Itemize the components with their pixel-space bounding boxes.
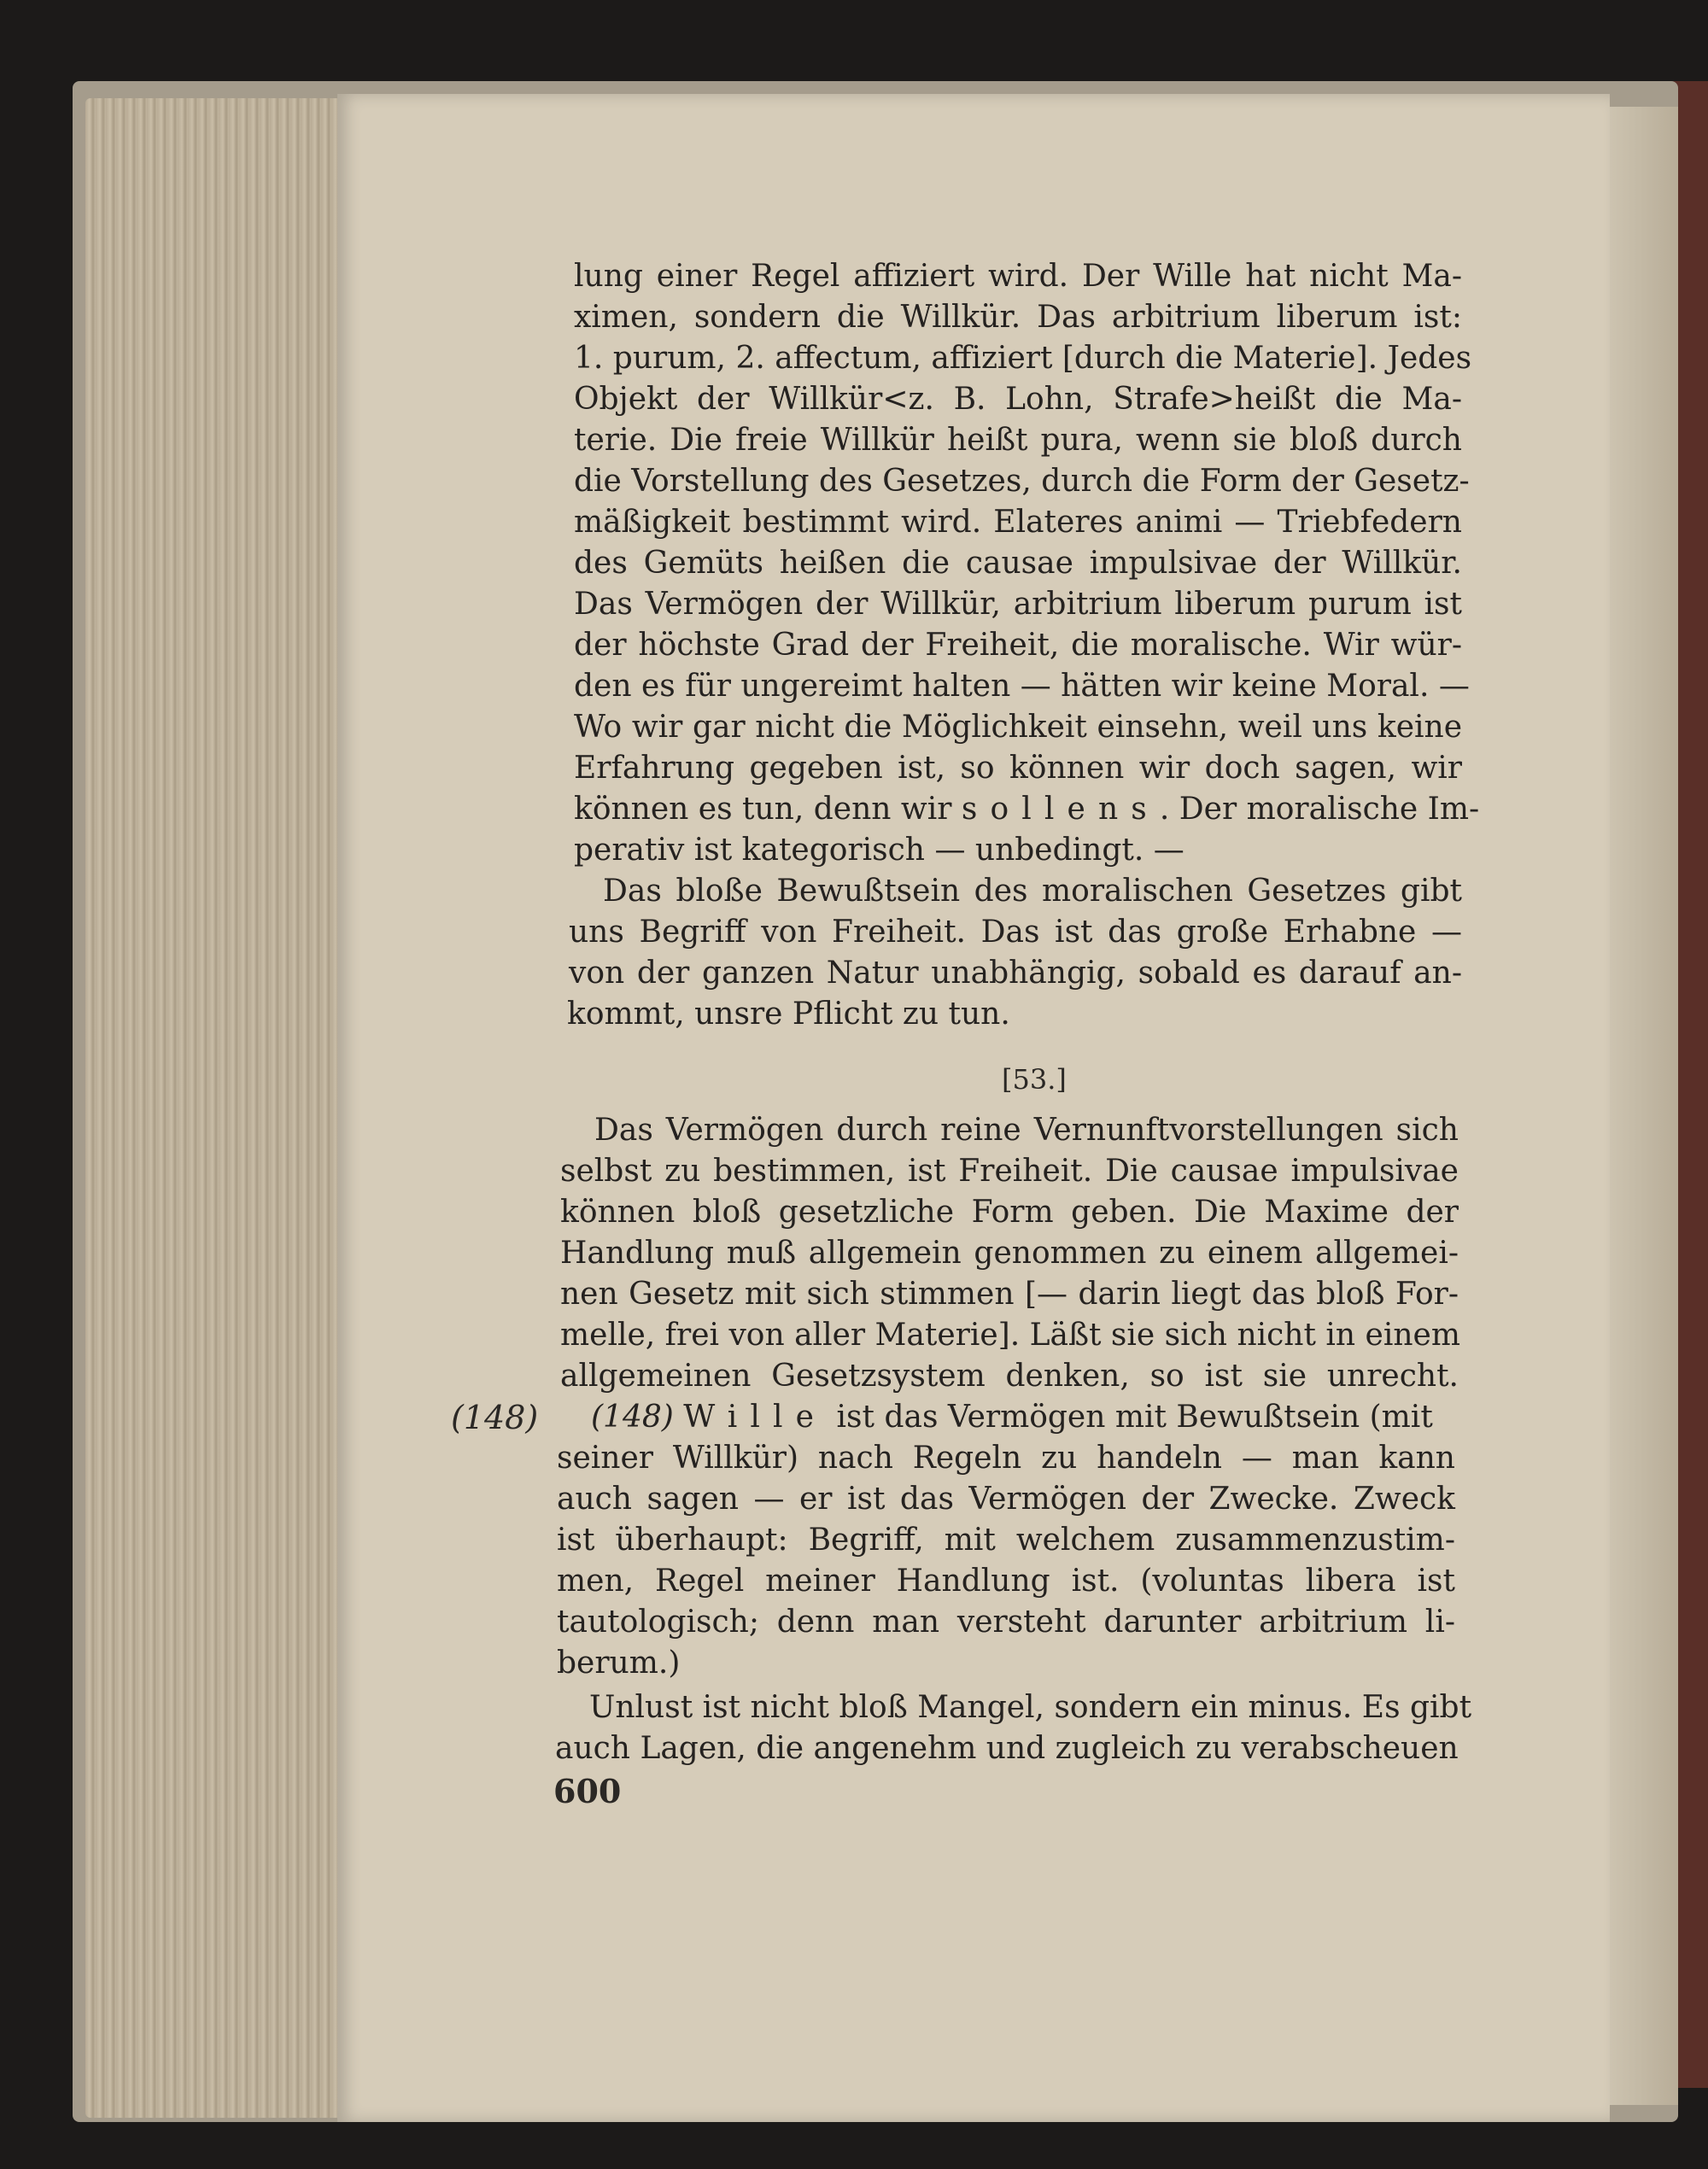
text-line: kommt, unsre Pflicht zu tun. [567,997,1010,1032]
text-line: seiner Willkür) nach Regeln zu handeln — man kann [557,1441,1455,1476]
section-number: [53.] [1002,1063,1067,1096]
text-line: terie. Die freie Willkür heißt pura, wenn sie bloß durch [574,423,1462,458]
text-line: melle, frei von aller Materie]. Läßt sie sich nicht in einem [560,1318,1460,1353]
facing-page-edge [1601,107,1678,2105]
text-line: tautologisch; denn man versteht darunter arbitrium li- [557,1605,1455,1640]
text-line: von der ganzen Natur unabhängig, sobald es darauf an- [569,956,1462,991]
margin-page-reference: (148) [451,1399,539,1436]
text-line: der höchste Grad der Freiheit, die moralische. Wir wür- [574,628,1462,663]
text-line: Unlust ist nicht bloß Mangel, sondern ein minus. Es gibt [589,1690,1472,1725]
text-segment: ist das Vermögen mit Bewußtsein (mit [836,1400,1433,1435]
text-line: Erfahrung gegeben ist, so können wir doch sagen, wir [574,751,1462,786]
text-line [591,1399,1433,1436]
text-line: nen Gesetz mit sich stimmen [— darin liegt das bloß For- [560,1277,1459,1312]
text-line: die Vorstellung des Gesetzes, durch die Form der Gesetz- [574,464,1470,499]
text-line: auch Lagen, die angenehm und zugleich zu verabscheuen [555,1731,1459,1766]
text-segment: können es tun, denn wir [574,792,952,827]
text-line: Das bloße Bewußtsein des moralischen Gesetzes gibt [603,874,1462,909]
text-line: ist überhaupt: Begriff, mit welchem zusammenzustim- [557,1523,1455,1558]
text-line: selbst zu bestimmen, ist Freiheit. Die causae impulsivae [560,1154,1459,1189]
text-line: den es für ungereimt halten — hätten wir keine Moral. — [574,669,1470,704]
page-number: 600 [553,1772,622,1810]
text-line: Das Vermögen der Willkür, arbitrium liberum purum ist [574,587,1462,622]
text-line: des Gemüts heißen die causae impulsivae der Willkür. [574,546,1462,581]
text-line: perativ ist kategorisch — unbedingt. — [574,833,1184,868]
text-line: allgemeinen Gesetzsystem denken, so ist sie unrecht. [560,1359,1459,1394]
text-line: mäßigkeit bestimmt wird. Elateres animi — Triebfedern [574,505,1462,540]
text-line: 1. purum, 2. affectum, affiziert [durch die Materie]. Jedes [574,341,1472,376]
text-line: men, Regel meiner Handlung ist. (voluntas libera ist [557,1564,1455,1599]
text-line: auch sagen — er ist das Vermögen der Zwecke. Zweck [557,1482,1455,1517]
page-edges [85,98,350,2118]
text-line: Handlung muß allgemein genommen zu einem allgemei- [560,1236,1459,1271]
text-line: lung einer Regel affiziert wird. Der Wille hat nicht Ma- [574,259,1462,294]
text-line [574,791,1479,828]
text-segment: . Der moralische Im- [1159,792,1480,827]
emphasized-word: Wille [683,1400,828,1435]
inline-page-reference: (148) [591,1400,674,1435]
text-line: Objekt der Willkür<z. B. Lohn, Strafe>heißt die Ma- [574,382,1462,417]
text-line: Wo wir gar nicht die Möglichkeit einsehn, weil uns keine [574,710,1462,745]
text-line: berum.) [557,1646,681,1681]
text-line: ximen, sondern die Willkür. Das arbitrium liberum ist: [574,300,1462,335]
text-line: Das Vermögen durch reine Vernunftvorstellungen sich [594,1113,1459,1148]
text-line: uns Begriff von Freiheit. Das ist das große Erhabne — [569,915,1462,950]
emphasized-word: sollens [961,792,1160,827]
text-line: können bloß gesetzliche Form geben. Die Maxime der [560,1195,1459,1230]
